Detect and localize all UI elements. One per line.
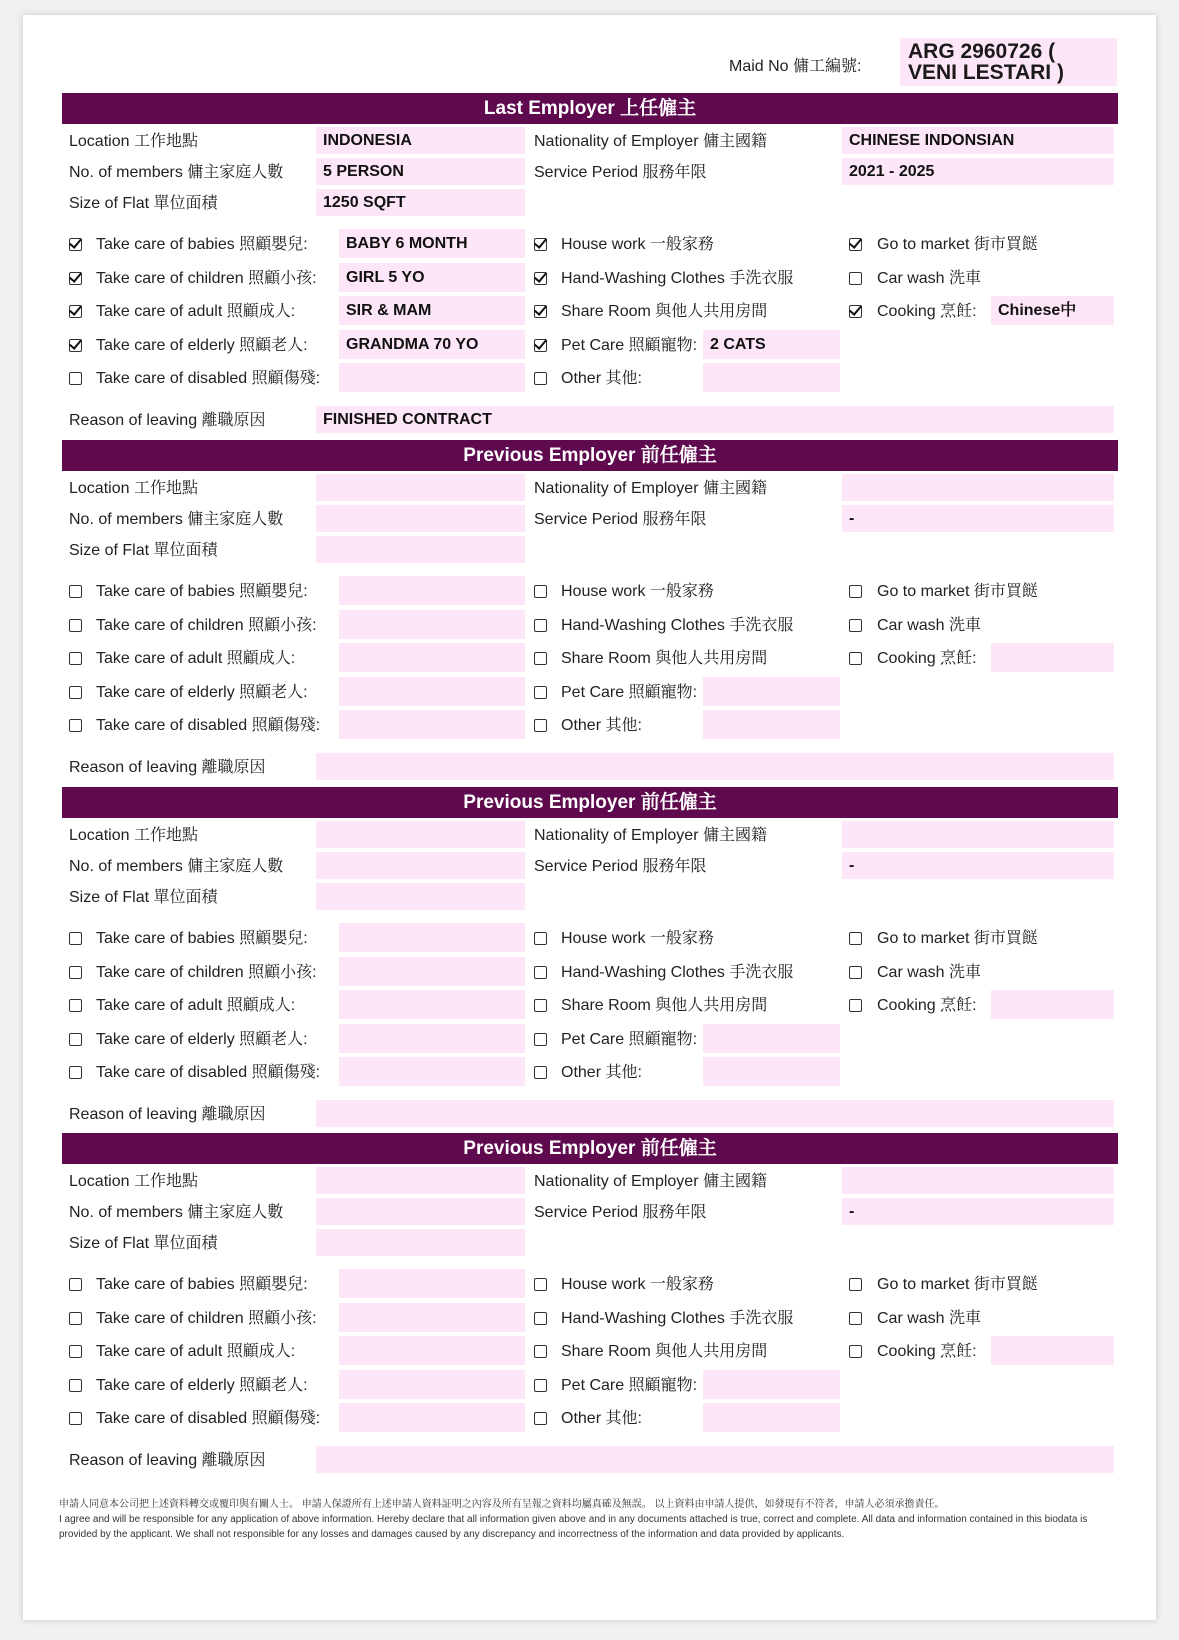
- maid-no-value[interactable]: ARG 2960726 ( VENI LESTARI ): [900, 38, 1117, 86]
- employer-4-adult-checkbox[interactable]: [69, 1345, 82, 1358]
- employer-1-handwash-label: Hand-Washing Clothes 手洗衣服: [561, 269, 794, 287]
- employer-1-location-label: Location 工作地點: [69, 133, 198, 150]
- employer-2-disabled-label: Take care of disabled 照顧傷殘:: [96, 717, 321, 734]
- employer-1-elderly-label: Take care of elderly 照顧老人:: [96, 336, 308, 354]
- employer-2-members-label: No. of members 傭主家庭人數: [69, 511, 284, 528]
- employer-4-nationality-field[interactable]: [842, 1167, 1114, 1194]
- employer-4-children-field[interactable]: [339, 1303, 525, 1332]
- employer-1-location-field[interactable]: INDONESIA: [316, 127, 525, 154]
- employer-4-flat-size-label: Size of Flat 單位面積: [69, 1235, 218, 1252]
- employer-1-car-wash-label: Car wash 洗車: [877, 269, 982, 287]
- employer-2-market-checkbox[interactable]: [849, 585, 862, 598]
- employer-4-share-room-label: Share Room 與他人共用房間: [561, 1343, 768, 1360]
- employer-1-flat-size-field[interactable]: 1250 SQFT: [316, 189, 525, 216]
- employer-3-flat-size-field[interactable]: [316, 883, 525, 910]
- employer-1-other-field[interactable]: [703, 363, 840, 392]
- employer-4-housework-checkbox[interactable]: [534, 1278, 547, 1291]
- employer-3-section-header: Previous Employer 前任僱主: [62, 787, 1118, 818]
- employer-2-pet-care-field[interactable]: [703, 677, 840, 706]
- employer-4-handwash-checkbox[interactable]: [534, 1312, 547, 1325]
- employer-2-other-field[interactable]: [703, 710, 840, 739]
- employer-2-share-room-label: Share Room 與他人共用房間: [561, 650, 768, 667]
- employer-4-location-field[interactable]: [316, 1167, 525, 1194]
- employer-1-pet-care-label: Pet Care 照顧寵物:: [561, 336, 698, 354]
- employer-1-members-label: No. of members 傭主家庭人數: [69, 164, 284, 181]
- employer-3-adult-label: Take care of adult 照顧成人:: [96, 997, 296, 1014]
- employer-3-car-wash-label: Car wash 洗車: [877, 963, 982, 981]
- employer-4-other-checkbox[interactable]: [534, 1412, 547, 1425]
- employer-1-adult-checkbox[interactable]: [69, 305, 82, 318]
- employer-3-cooking-field[interactable]: [991, 990, 1114, 1019]
- employer-3-babies-field[interactable]: [339, 923, 525, 952]
- employer-1-babies-checkbox[interactable]: [69, 238, 82, 251]
- employer-4-adult-field[interactable]: [339, 1336, 525, 1365]
- declaration-english: I agree and will be responsible for any application of above information. Hereby declare that all information given above and in any documents attached is true, correct and complete. All data and information contained in this biodata is provided by the applicant. We shall not responsible for any losses and damages caused by any discrepancy and incorrectness of the information and data provided by applicants.: [59, 1514, 1088, 1540]
- employer-2-reason-field[interactable]: [316, 753, 1114, 780]
- employer-3-elderly-label: Take care of elderly 照顧老人:: [96, 1030, 308, 1048]
- employer-1-adult-label: Take care of adult 照顧成人:: [96, 303, 296, 320]
- employer-3-share-room-checkbox[interactable]: [534, 999, 547, 1012]
- employer-4-share-room-checkbox[interactable]: [534, 1345, 547, 1358]
- employer-4-elderly-checkbox[interactable]: [69, 1379, 82, 1392]
- employer-3-members-label: No. of members 傭主家庭人數: [69, 858, 284, 875]
- employer-3-babies-label: Take care of babies 照顧嬰兒:: [96, 930, 308, 947]
- employer-1-reason-label: Reason of leaving 離職原因: [69, 412, 266, 429]
- employer-3-nationality-field[interactable]: [842, 821, 1114, 848]
- employer-3-other-label: Other 其他:: [561, 1064, 642, 1081]
- employer-2-other-checkbox[interactable]: [534, 719, 547, 732]
- employer-1-cooking-checkbox[interactable]: [849, 305, 862, 318]
- employer-2-babies-label: Take care of babies 照顧嬰兒:: [96, 583, 308, 600]
- employer-3-children-checkbox[interactable]: [69, 966, 82, 979]
- employer-4-cooking-field[interactable]: [991, 1336, 1114, 1365]
- employer-2-housework-checkbox[interactable]: [534, 585, 547, 598]
- employer-3-reason-label: Reason of leaving 離職原因: [69, 1106, 266, 1123]
- employer-3-location-field[interactable]: [316, 821, 525, 848]
- employer-4-children-checkbox[interactable]: [69, 1312, 82, 1325]
- employer-2-adult-field[interactable]: [339, 643, 525, 672]
- employer-2-reason-label: Reason of leaving 離職原因: [69, 759, 266, 776]
- employer-3-pet-care-checkbox[interactable]: [534, 1033, 547, 1046]
- employer-3-housework-label: House work 一般家務: [561, 930, 714, 947]
- employer-1-nationality-field[interactable]: CHINESE INDONSIAN: [842, 127, 1114, 154]
- employer-2-location-field[interactable]: [316, 474, 525, 501]
- employer-1-market-label: Go to market 街市買餸: [877, 236, 1038, 253]
- employer-1-disabled-label: Take care of disabled 照顧傷殘:: [96, 370, 321, 387]
- employer-4-handwash-label: Hand-Washing Clothes 手洗衣服: [561, 1309, 794, 1327]
- employer-2-service-period-field[interactable]: -: [842, 505, 1114, 532]
- employer-2-members-field[interactable]: [316, 505, 525, 532]
- employer-2-elderly-checkbox[interactable]: [69, 686, 82, 699]
- employer-4-nationality-label: Nationality of Employer 傭主國籍: [534, 1173, 767, 1190]
- employer-2-other-label: Other 其他:: [561, 717, 642, 734]
- employer-3-market-checkbox[interactable]: [849, 932, 862, 945]
- employer-2-nationality-label: Nationality of Employer 傭主國籍: [534, 480, 767, 497]
- employer-4-pet-care-label: Pet Care 照顧寵物:: [561, 1376, 698, 1394]
- employer-3-members-field[interactable]: [316, 852, 525, 879]
- employer-2-handwash-checkbox[interactable]: [534, 619, 547, 632]
- employer-3-service-period-field[interactable]: -: [842, 852, 1114, 879]
- employer-1-nationality-label: Nationality of Employer 傭主國籍: [534, 133, 767, 150]
- employer-4-housework-label: House work 一般家務: [561, 1276, 714, 1293]
- employer-2-location-label: Location 工作地點: [69, 480, 198, 497]
- employer-3-other-field[interactable]: [703, 1057, 840, 1086]
- employer-1-pet-care-checkbox[interactable]: [534, 339, 547, 352]
- employer-1-cooking-field[interactable]: Chinese中: [991, 296, 1114, 325]
- employer-3-flat-size-label: Size of Flat 單位面積: [69, 889, 218, 906]
- employer-2-adult-checkbox[interactable]: [69, 652, 82, 665]
- employer-4-adult-label: Take care of adult 照顧成人:: [96, 1343, 296, 1360]
- employer-3-housework-checkbox[interactable]: [534, 932, 547, 945]
- employer-1-children-label: Take care of children 照顧小孩:: [96, 269, 317, 287]
- employer-4-car-wash-checkbox[interactable]: [849, 1312, 862, 1325]
- employer-2-elderly-field[interactable]: [339, 677, 525, 706]
- employer-4-members-label: No. of members 傭主家庭人數: [69, 1204, 284, 1221]
- employer-1-children-field[interactable]: GIRL 5 YO: [339, 263, 525, 292]
- employer-3-other-checkbox[interactable]: [534, 1066, 547, 1079]
- employer-2-babies-checkbox[interactable]: [69, 585, 82, 598]
- employer-2-flat-size-field[interactable]: [316, 536, 525, 563]
- employer-3-adult-checkbox[interactable]: [69, 999, 82, 1012]
- employer-3-pet-care-field[interactable]: [703, 1024, 840, 1053]
- employer-1-elderly-field[interactable]: GRANDMA 70 YO: [339, 330, 525, 359]
- employer-1-housework-label: House work 一般家務: [561, 236, 714, 253]
- employer-1-housework-checkbox[interactable]: [534, 238, 547, 251]
- employer-3-adult-field[interactable]: [339, 990, 525, 1019]
- employer-3-nationality-label: Nationality of Employer 傭主國籍: [534, 827, 767, 844]
- employer-2-cooking-checkbox[interactable]: [849, 652, 862, 665]
- employer-4-flat-size-field[interactable]: [316, 1229, 525, 1256]
- employer-4-disabled-field[interactable]: [339, 1403, 525, 1432]
- employer-1-disabled-field[interactable]: [339, 363, 525, 392]
- employer-3-cooking-label: Cooking 烹飪:: [877, 997, 977, 1014]
- employer-3-service-period-label: Service Period 服務年限: [534, 858, 707, 875]
- employer-4-reason-label: Reason of leaving 離職原因: [69, 1452, 266, 1469]
- employer-2-flat-size-label: Size of Flat 單位面積: [69, 542, 218, 559]
- employer-3-car-wash-checkbox[interactable]: [849, 966, 862, 979]
- employer-4-service-period-field[interactable]: -: [842, 1198, 1114, 1225]
- employer-4-disabled-checkbox[interactable]: [69, 1412, 82, 1425]
- employer-3-pet-care-label: Pet Care 照顧寵物:: [561, 1030, 698, 1048]
- employer-1-flat-size-label: Size of Flat 單位面積: [69, 195, 218, 212]
- employer-4-pet-care-checkbox[interactable]: [534, 1379, 547, 1392]
- employer-2-elderly-label: Take care of elderly 照顧老人:: [96, 683, 308, 701]
- employer-4-other-field[interactable]: [703, 1403, 840, 1432]
- employer-4-section-header: Previous Employer 前任僱主: [62, 1133, 1118, 1164]
- employer-3-disabled-label: Take care of disabled 照顧傷殘:: [96, 1064, 321, 1081]
- employer-4-cooking-label: Cooking 烹飪:: [877, 1343, 977, 1360]
- employer-1-service-period-label: Service Period 服務年限: [534, 164, 707, 181]
- employer-1-pet-care-field[interactable]: 2 CATS: [703, 330, 840, 359]
- employer-3-handwash-label: Hand-Washing Clothes 手洗衣服: [561, 963, 794, 981]
- employer-1-elderly-checkbox[interactable]: [69, 339, 82, 352]
- employer-3-babies-checkbox[interactable]: [69, 932, 82, 945]
- employer-2-adult-label: Take care of adult 照顧成人:: [96, 650, 296, 667]
- employer-1-other-label: Other 其他:: [561, 370, 642, 387]
- employer-2-nationality-field[interactable]: [842, 474, 1114, 501]
- employer-4-babies-checkbox[interactable]: [69, 1278, 82, 1291]
- declaration-chinese: 申請人同意本公司把上述資料轉交或覆印與有關人士。 申請人保證所有上述申請人資料証明之內容及所有呈報之資料均屬真確及無誤。 以上資料由申請人提供，如發現有不符者，申請人必須承擔責任。: [59, 1499, 945, 1510]
- employer-2-children-checkbox[interactable]: [69, 619, 82, 632]
- employer-1-disabled-checkbox[interactable]: [69, 372, 82, 385]
- employer-2-children-label: Take care of children 照顧小孩:: [96, 616, 317, 634]
- employer-3-market-label: Go to market 街市買餸: [877, 930, 1038, 947]
- employer-1-share-room-checkbox[interactable]: [534, 305, 547, 318]
- employer-1-adult-field[interactable]: SIR & MAM: [339, 296, 525, 325]
- employer-3-location-label: Location 工作地點: [69, 827, 198, 844]
- employer-4-elderly-label: Take care of elderly 照顧老人:: [96, 1376, 308, 1394]
- employer-2-disabled-field[interactable]: [339, 710, 525, 739]
- employer-2-section-header: Previous Employer 前任僱主: [62, 440, 1118, 471]
- employer-1-handwash-checkbox[interactable]: [534, 272, 547, 285]
- employer-3-disabled-field[interactable]: [339, 1057, 525, 1086]
- employer-4-members-field[interactable]: [316, 1198, 525, 1225]
- employer-4-other-label: Other 其他:: [561, 1410, 642, 1427]
- employer-4-cooking-checkbox[interactable]: [849, 1345, 862, 1358]
- employer-4-pet-care-field[interactable]: [703, 1370, 840, 1399]
- employer-4-car-wash-label: Car wash 洗車: [877, 1309, 982, 1327]
- employer-3-disabled-checkbox[interactable]: [69, 1066, 82, 1079]
- employer-2-cooking-label: Cooking 烹飪:: [877, 650, 977, 667]
- employer-1-children-checkbox[interactable]: [69, 272, 82, 285]
- employer-3-elderly-field[interactable]: [339, 1024, 525, 1053]
- employer-2-market-label: Go to market 街市買餸: [877, 583, 1038, 600]
- employer-4-babies-label: Take care of babies 照顧嬰兒:: [96, 1276, 308, 1293]
- employer-1-cooking-label: Cooking 烹飪:: [877, 303, 977, 320]
- employer-3-handwash-checkbox[interactable]: [534, 966, 547, 979]
- employer-2-share-room-checkbox[interactable]: [534, 652, 547, 665]
- employer-1-service-period-field[interactable]: 2021 - 2025: [842, 158, 1114, 185]
- employer-4-reason-field[interactable]: [316, 1446, 1114, 1473]
- employer-3-children-label: Take care of children 照顧小孩:: [96, 963, 317, 981]
- employer-4-market-checkbox[interactable]: [849, 1278, 862, 1291]
- employer-2-handwash-label: Hand-Washing Clothes 手洗衣服: [561, 616, 794, 634]
- employer-1-share-room-label: Share Room 與他人共用房間: [561, 303, 768, 320]
- employer-4-market-label: Go to market 街市買餸: [877, 1276, 1038, 1293]
- employer-1-members-field[interactable]: 5 PERSON: [316, 158, 525, 185]
- employer-4-location-label: Location 工作地點: [69, 1173, 198, 1190]
- employer-1-market-checkbox[interactable]: [849, 238, 862, 251]
- employer-4-elderly-field[interactable]: [339, 1370, 525, 1399]
- employer-2-disabled-checkbox[interactable]: [69, 719, 82, 732]
- employer-3-elderly-checkbox[interactable]: [69, 1033, 82, 1046]
- employer-3-reason-field[interactable]: [316, 1100, 1114, 1127]
- employer-2-babies-field[interactable]: [339, 576, 525, 605]
- employer-1-babies-field[interactable]: BABY 6 MONTH: [339, 229, 525, 258]
- employer-2-children-field[interactable]: [339, 610, 525, 639]
- employer-1-car-wash-checkbox[interactable]: [849, 272, 862, 285]
- employer-1-reason-field[interactable]: FINISHED CONTRACT: [316, 406, 1114, 433]
- employer-4-service-period-label: Service Period 服務年限: [534, 1204, 707, 1221]
- employer-4-children-label: Take care of children 照顧小孩:: [96, 1309, 317, 1327]
- maid-no-label: Maid No 傭工編號:: [729, 58, 862, 75]
- employer-2-car-wash-label: Car wash 洗車: [877, 616, 982, 634]
- employer-2-service-period-label: Service Period 服務年限: [534, 511, 707, 528]
- employer-2-pet-care-checkbox[interactable]: [534, 686, 547, 699]
- employer-2-housework-label: House work 一般家務: [561, 583, 714, 600]
- employer-2-pet-care-label: Pet Care 照顧寵物:: [561, 683, 698, 701]
- employer-2-cooking-field[interactable]: [991, 643, 1114, 672]
- employer-1-other-checkbox[interactable]: [534, 372, 547, 385]
- employer-4-disabled-label: Take care of disabled 照顧傷殘:: [96, 1410, 321, 1427]
- employer-1-section-header: Last Employer 上任僱主: [62, 93, 1118, 124]
- employer-3-share-room-label: Share Room 與他人共用房間: [561, 997, 768, 1014]
- employer-4-babies-field[interactable]: [339, 1269, 525, 1298]
- employer-1-babies-label: Take care of babies 照顧嬰兒:: [96, 236, 308, 253]
- employer-2-car-wash-checkbox[interactable]: [849, 619, 862, 632]
- employer-3-children-field[interactable]: [339, 957, 525, 986]
- employer-3-cooking-checkbox[interactable]: [849, 999, 862, 1012]
